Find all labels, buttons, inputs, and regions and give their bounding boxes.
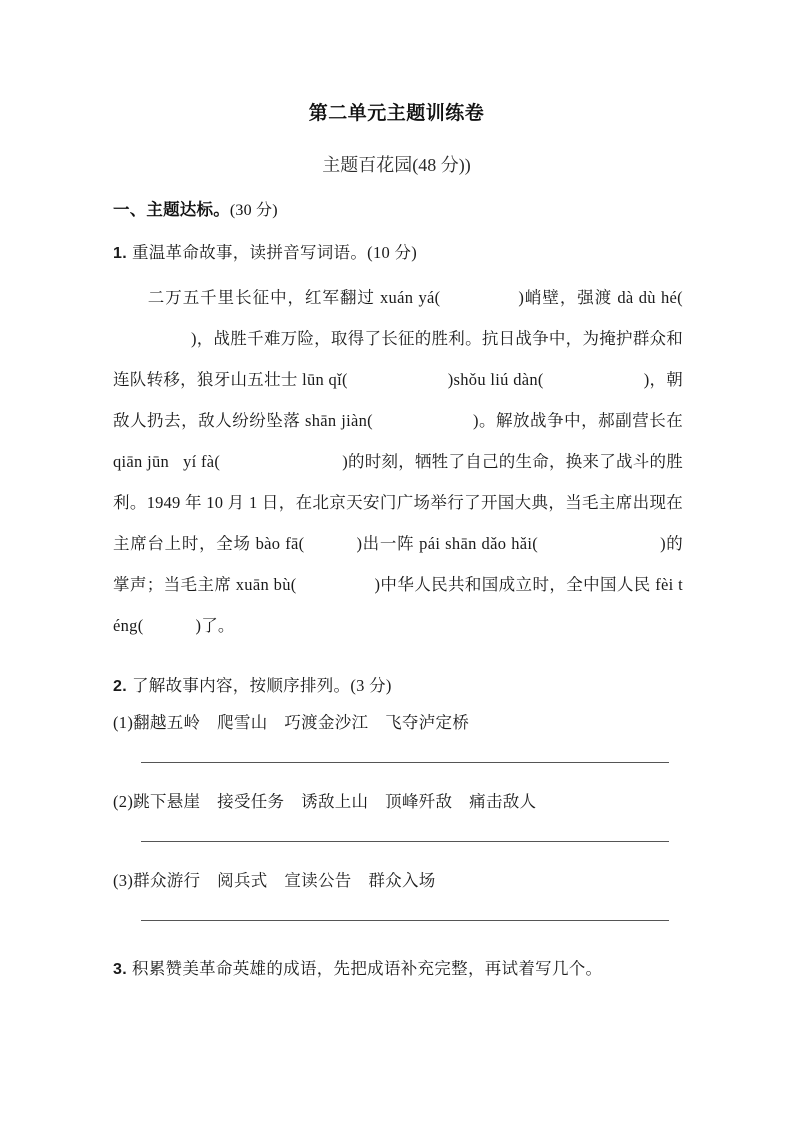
cloze-text-6: )。解放战争中，郝副营长在 — [472, 411, 683, 430]
ordering-item-3-block — [113, 868, 683, 921]
ordering-item-1: (1)翻越五岭 爬雪山 巧渡金沙江 飞夺泸定桥 — [113, 713, 470, 732]
question-1-number: 1. — [113, 245, 127, 262]
answer-line-3[interactable] — [141, 920, 669, 921]
cloze-text-2: )峭壁，强渡 — [518, 288, 618, 307]
cloze-text-7: )的时刻，牺牲了自己的生命，换来了战斗的胜利。1949 年 10 月 1 日，在北京天安门广场举行了开国大典，当毛主席出现在主席台上时，全场 — [113, 452, 683, 553]
question-2-heading — [113, 672, 683, 696]
pinyin-xuan-ya: xuán yá( — [379, 288, 441, 307]
pinyin-da-du-he: dà dù hé( — [617, 288, 683, 307]
page-subtitle: 主题百花园(48 分)) — [322, 155, 471, 175]
question-1-heading — [113, 239, 683, 263]
ordering-item-3: (3)群众游行 阅兵式 宣读公告 群众入场 — [113, 871, 436, 890]
cloze-text-11: )了。 — [195, 616, 235, 635]
question-3 — [113, 955, 683, 979]
cloze-text-10: )中华人民共和国成立时，全中国人民 — [374, 575, 656, 594]
section-heading — [113, 196, 683, 220]
question-1-cloze-paragraph — [113, 277, 683, 646]
cloze-text-8: )出一阵 — [356, 534, 420, 553]
pinyin-lun-qi: lūn qǐ( — [302, 370, 348, 389]
cloze-text-5: )，朝敌人扔去，敌人纷纷坠落 — [113, 370, 684, 430]
question-1-prompt: 重温革命故事，读拼音写词语。(10 分) — [131, 243, 418, 262]
cloze-text-9: )的掌声；当毛主席 — [113, 534, 683, 594]
pinyin-fei-teng: fèi téng( — [113, 575, 683, 635]
ordering-item-1-block — [113, 710, 683, 763]
ordering-item-2-block — [113, 789, 683, 842]
section-heading-label: 一、主题达标。 — [113, 201, 230, 219]
pinyin-xuan-bu: xuān bù( — [235, 575, 297, 594]
pinyin-shan-jian: shān jiàn( — [305, 411, 373, 430]
ordering-item-2: (2)跳下悬崖 接受任务 诱敌上山 顶峰歼敌 痛击敌人 — [113, 792, 537, 811]
question-3-prompt: 积累赞美革命英雄的成语，先把成语补充完整，再试着写几个。 — [131, 959, 603, 978]
question-1 — [113, 239, 683, 646]
pinyin-yi-fa: yí fà( — [183, 452, 221, 471]
cloze-text-1: 二万五千里长征中，红军翻过 — [147, 288, 380, 307]
section-heading-points: (30 分) — [229, 202, 278, 219]
page-title: 第二单元主题训练卷 — [308, 103, 485, 124]
pinyin-shou-liu-dan: shǒu liú dàn( — [453, 370, 544, 389]
question-3-number: 3. — [113, 961, 127, 978]
question-2-number: 2. — [113, 678, 127, 695]
exam-body — [113, 196, 683, 993]
answer-line-2[interactable] — [141, 841, 669, 842]
answer-line-1[interactable] — [141, 762, 669, 763]
question-3-heading — [113, 955, 683, 979]
pinyin-bao-fa: bào fā( — [255, 534, 305, 553]
cloze-text-4: ) — [447, 370, 454, 389]
pinyin-pai-shan-dao-hai: pái shān dǎo hǎi( — [419, 534, 539, 553]
pinyin-qian-jun: qiān jūn — [113, 452, 170, 471]
cloze-text-3: )，战胜千难万险，取得了长征的胜利。抗日战争中，为掩护群众和连队转移，狼牙山五壮士 — [113, 329, 683, 389]
question-2-prompt: 了解故事内容，按顺序排列。(3 分) — [131, 676, 392, 695]
question-2 — [113, 672, 683, 921]
